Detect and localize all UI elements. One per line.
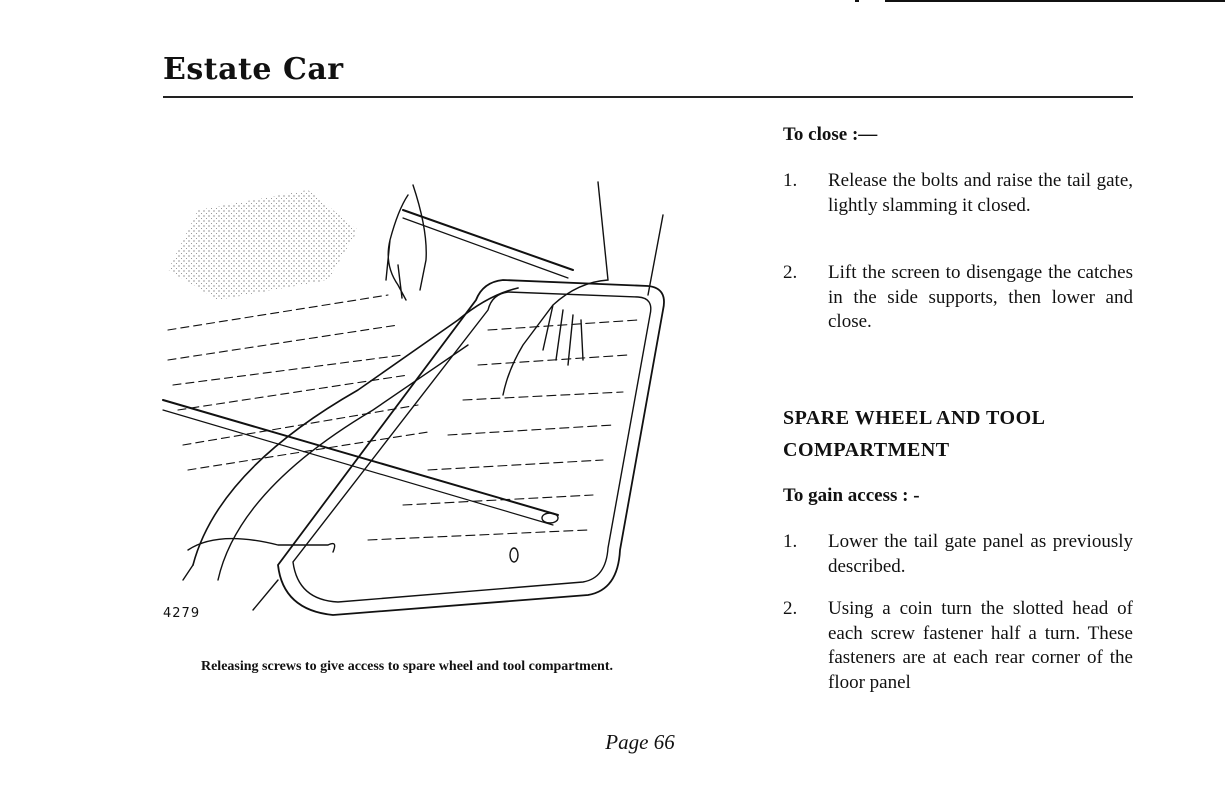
screw-fastener-center [510,548,518,562]
access-step-2-number: 2. [783,598,798,619]
spare-wheel-heading-line2: COMPARTMENT [783,439,950,461]
access-step-1-text: Lower the tail gate panel as previously described. [828,531,1133,577]
title-underline [163,96,1133,98]
figure-caption: Releasing screws to give access to spare wheel and tool compartment. [200,659,614,674]
access-step-2 [783,597,1133,722]
spare-wheel-heading-line1: SPARE WHEEL AND TOOL [783,407,1046,429]
access-step-1 [783,530,1133,580]
spare-wheel-heading [783,402,1133,466]
page-number: Page 66 [605,730,675,754]
figure-number: 4279 [163,606,201,621]
stippled-seat-area [168,190,358,300]
close-step-1 [783,169,1133,244]
right-hand [503,182,608,395]
top-edge-rule [885,0,1225,2]
screw-fastener-left [542,513,558,523]
right-arm-edge [648,215,663,295]
support-stay-upper [403,210,573,270]
close-step-2-text: Lift the screen to disengage the catches in the side supports, then lower and close. [828,262,1133,332]
left-arm [413,185,426,290]
to-close-heading: To close :— [783,124,878,145]
top-edge-mark [855,0,859,2]
access-step-1-number: 1. [783,531,798,552]
close-step-2-number: 2. [783,262,798,283]
to-gain-access-heading: To gain access : - [783,485,920,506]
close-step-1-number: 1. [783,170,798,191]
floor-ribs-left [168,295,428,470]
page-title: Estate Car [163,52,344,87]
close-step-1-text: Release the bolts and raise the tail gate, lightly slamming it closed. [828,170,1133,216]
ground-marks [183,565,278,610]
cable-loop [188,539,335,552]
floor-panel-illustration [158,170,678,640]
close-step-2 [783,261,1133,336]
tail-gate-inner [293,292,651,602]
panel-ribs [368,320,638,540]
tail-gate-panel [278,280,664,615]
access-step-2-text: Using a coin turn the slotted head of each screw fastener half a turn. These fasteners are at each rear corner of the floor panel [828,598,1133,693]
